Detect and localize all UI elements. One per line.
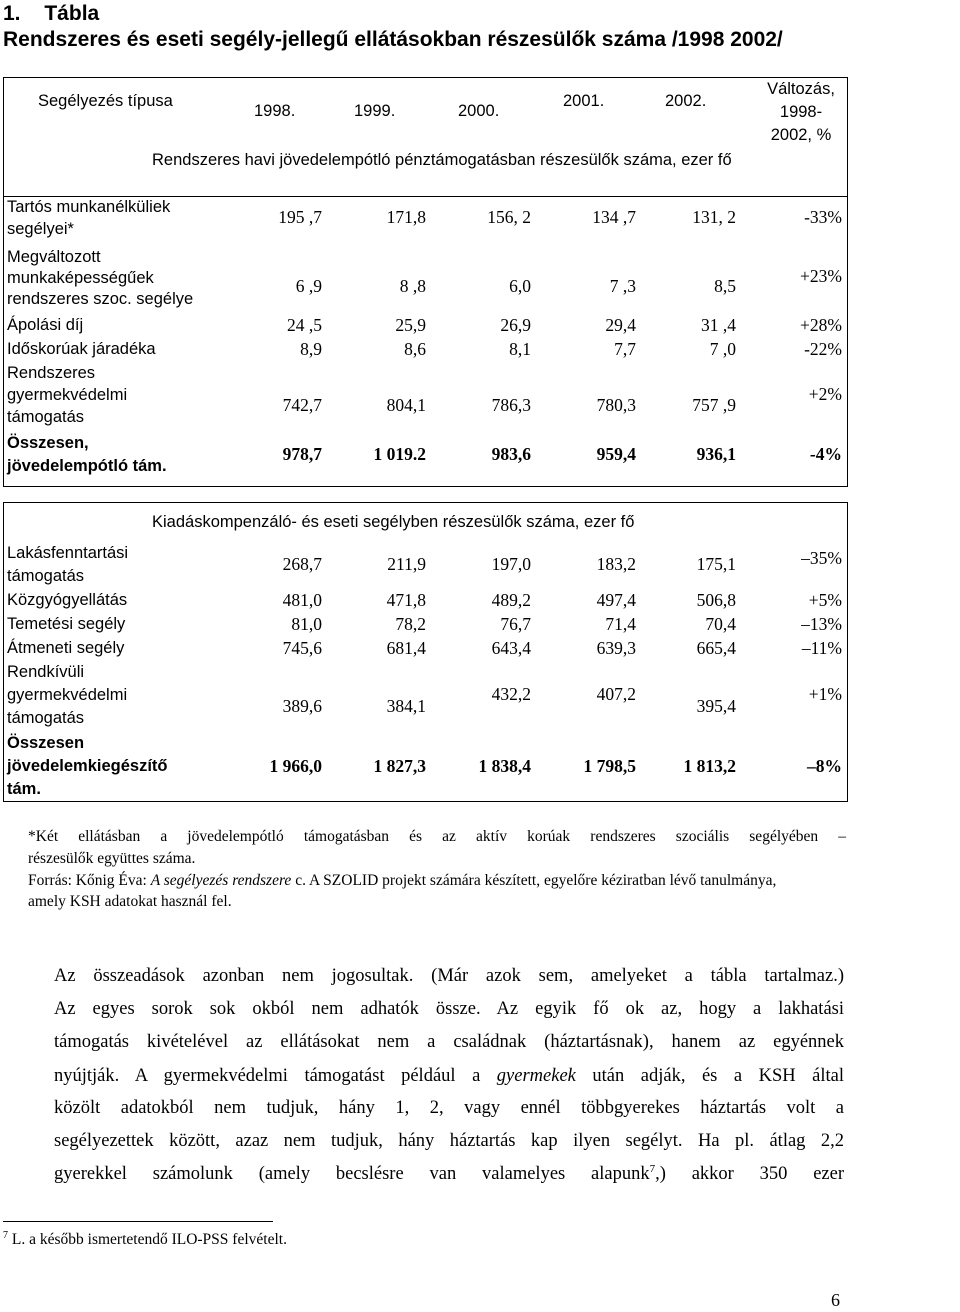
cell-2001: 780,3	[596, 395, 636, 415]
source-prefix: Forrás: Kőnig Éva:	[28, 872, 151, 889]
asterisk-note-line2: részesülők együttes száma.	[28, 850, 196, 867]
body-line-4-italic: gyermekek	[496, 1066, 576, 1086]
row-label-line: rendszeres szoc. segélye	[7, 290, 194, 308]
change-dash: –	[801, 638, 811, 658]
cell-2001: 7 ,3	[609, 276, 636, 296]
cell-2000: 156, 2	[487, 207, 531, 227]
cell-2002: 31 ,4	[701, 315, 736, 335]
row-label-line: Megváltozott	[7, 248, 101, 266]
cell-1999: 78,2	[395, 614, 426, 634]
section1-title: Rendszeres havi jövedelempótló pénztámogatásban részesülők száma, ezer fő	[152, 151, 732, 169]
cell-2002: 665,4	[696, 638, 736, 658]
cell-1998: 1 966,0	[269, 756, 322, 776]
col-header-2000: 2000.	[458, 102, 500, 120]
cell-2002: 7 ,0	[709, 339, 736, 359]
table-top-border	[4, 77, 847, 78]
body-line-4-b: után adják, és a KSH által	[575, 1066, 844, 1086]
source-rest: c. A SZOLID projekt számára készített, egyelőre kéziratban lévő tanulmánya,	[291, 872, 777, 889]
cell-2002: 395,4	[696, 696, 736, 716]
row-label-line: gyermekvédelmi	[7, 386, 128, 404]
cell-change: +23%	[800, 266, 842, 286]
row-label-line: Összesen	[7, 734, 85, 752]
col-header-change	[756, 78, 846, 147]
cell-2002: 175,1	[696, 554, 736, 574]
cell-1998: 8,9	[300, 339, 322, 359]
cell-change	[754, 548, 842, 569]
asterisk-note-line1: *Két ellátásban a jövedelempótló támogatásban és az aktív korúak rendszeres szociális segélyében –	[28, 828, 846, 845]
cell-1999: 25,9	[395, 315, 426, 335]
table-top-border	[4, 502, 847, 503]
cell-2001: 71,4	[605, 614, 636, 634]
cell-1999: 681,4	[386, 638, 426, 658]
body-line-2: Az egyes sorok sok okból nem adhatók össze. Az egyik fő ok az, hogy a lakhatási	[54, 999, 844, 1019]
body-line-4	[54, 1066, 844, 1087]
cell-1999: 471,8	[386, 590, 426, 610]
cell-1999: 171,8	[386, 207, 426, 227]
cell-2000: 76,7	[500, 614, 531, 634]
table-section-2	[3, 502, 848, 802]
col-header-2002: 2002.	[665, 92, 707, 110]
cell-change: +2%	[808, 384, 842, 404]
table-heading	[3, 2, 99, 26]
body-line-7	[54, 1163, 844, 1185]
cell-2002: 131, 2	[692, 207, 736, 227]
cell-2001: 183,2	[596, 554, 636, 574]
body-line-1: Az összeadások azonban nem jogosultak. (Már azok sem, amelyeket a tábla tartalmaz.)	[54, 966, 844, 986]
cell-1999: 384,1	[386, 696, 426, 716]
cell-2000: 1 838,4	[478, 756, 531, 776]
change-value: 13%	[809, 614, 842, 634]
source-note-line2: amely KSH adatokat használ fel.	[28, 893, 232, 910]
row-label-line: Temetési segély	[7, 615, 126, 633]
cell-2000: 786,3	[491, 395, 531, 415]
cell-2000: 983,6	[491, 444, 531, 464]
body-line-7-a: gyerekkel számolunk (amely becslésre van valamelyes alapunk	[54, 1164, 650, 1185]
change-value: 35%	[809, 548, 842, 568]
col-header-1998: 1998.	[254, 102, 296, 120]
cell-1999: 211,9	[387, 554, 426, 574]
table-bottom-border	[4, 801, 847, 802]
table-bottom-border	[4, 486, 847, 487]
cell-change: +28%	[800, 315, 842, 335]
change-dash: –	[801, 548, 810, 568]
cell-2002: 8,5	[714, 276, 736, 296]
cell-1998: 481,0	[282, 590, 322, 610]
cell-2001: 639,3	[596, 638, 636, 658]
row-label-line: Összesen,	[7, 434, 89, 452]
row-label-line: gyermekvédelmi	[7, 686, 128, 704]
row-label-line: Időskorúak járadéka	[7, 340, 156, 358]
footnote-number: 7	[3, 1230, 8, 1241]
cell-1999: 1 827,3	[373, 756, 426, 776]
cell-2000: 8,1	[509, 339, 531, 359]
cell-1998: 24 ,5	[287, 315, 322, 335]
cell-1999: 8 ,8	[399, 276, 426, 296]
cell-2002: 1 813,2	[683, 756, 736, 776]
cell-2002: 757 ,9	[692, 395, 736, 415]
cell-1998: 268,7	[282, 554, 322, 574]
cell-1998: 745,6	[282, 638, 322, 658]
cell-2002: 936,1	[696, 444, 736, 464]
row-label-line: munkaképességűek	[7, 269, 154, 287]
cell-1999: 8,6	[404, 339, 426, 359]
cell-2001: 959,4	[596, 444, 636, 464]
row-label-line: támogatás	[7, 408, 85, 426]
cell-change: -22%	[804, 339, 842, 359]
col-header-1999: 1999.	[354, 102, 396, 120]
body-line-4-a: nyújtják. A gyermekvédelmi támogatást például a	[54, 1066, 497, 1086]
body-line-6: segélyezettek között, azaz nem tudjuk, hány háztartás kap ilyen segélyt. Ha pl. átlag 2,2	[54, 1131, 844, 1151]
cell-2000: 26,9	[500, 315, 531, 335]
row-label-line: Ápolási díj	[7, 316, 84, 334]
row-label-line: támogatás	[7, 567, 85, 585]
footnote	[3, 1230, 287, 1249]
row-label-line: Lakásfenntartási	[7, 544, 129, 562]
row-label-line: Tartós munkanélküliek	[7, 198, 171, 216]
cell-1998: 81,0	[291, 614, 322, 634]
cell-2002: 506,8	[696, 590, 736, 610]
cell-change	[754, 614, 842, 635]
row-label-line: jövedelempótló tám.	[7, 457, 167, 475]
change-header-line2: 1998-	[779, 103, 823, 121]
cell-1999: 804,1	[386, 395, 426, 415]
row-label-line: Rendkívüli	[7, 663, 85, 681]
row-label-line: Közgyógyellátás	[7, 591, 128, 609]
cell-change: +5%	[808, 590, 842, 610]
cell-2001: 1 798,5	[583, 756, 636, 776]
cell-2001: 407,2	[596, 684, 636, 704]
cell-1998: 742,7	[282, 395, 322, 415]
row-label-line: tám.	[7, 780, 41, 798]
cell-change	[754, 638, 842, 659]
footnote-ref[interactable]: 7	[649, 1163, 656, 1175]
source-title: A segélyezés rendszere	[150, 872, 292, 889]
cell-2000: 432,2	[491, 684, 531, 704]
page-number: 6	[831, 1290, 840, 1310]
cell-2000: 489,2	[491, 590, 531, 610]
change-value: 8%	[815, 756, 842, 776]
cell-1998: 195 ,7	[278, 207, 322, 227]
cell-change: +1%	[808, 684, 842, 704]
source-note	[28, 872, 958, 890]
section2-title: Kiadáskompenzáló- és eseti segélyben részesülők száma, ezer fő	[152, 513, 635, 531]
col-header-2001: 2001.	[563, 92, 605, 110]
body-line-5: közölt adatokból nem tudjuk, hány 1, 2, vagy ennél többgyerekes háztartás volt a	[54, 1098, 844, 1118]
row-label-line: Rendszeres	[7, 364, 96, 382]
change-header-line3: 2002, %	[770, 126, 832, 144]
row-label-line: jövedelemkiegészítő	[7, 757, 168, 775]
table-subtitle: Rendszeres és eseti segély-jellegű ellátásokban részesülők száma /1998 2002/	[3, 28, 783, 51]
col-header-type: Segélyezés típusa	[38, 92, 173, 110]
footnote-text: L. a később ismertetendő ILO-PSS felvételt.	[8, 1231, 287, 1249]
cell-1998: 978,7	[282, 444, 322, 464]
cell-2002: 70,4	[705, 614, 736, 634]
row-label-line: segélyei*	[7, 220, 74, 238]
cell-2001: 497,4	[596, 590, 636, 610]
cell-change	[754, 756, 842, 777]
table-section-1	[3, 77, 848, 487]
cell-1998: 6 ,9	[295, 276, 322, 296]
heading-title: Tábla	[44, 2, 100, 25]
cell-2000: 643,4	[491, 638, 531, 658]
change-dash: –	[807, 756, 816, 776]
cell-2000: 6,0	[509, 276, 531, 296]
heading-number: 1.	[3, 2, 21, 25]
cell-2001: 134 ,7	[592, 207, 636, 227]
cell-change: -4%	[809, 444, 842, 464]
cell-change: -33%	[804, 207, 842, 227]
change-header-line1: Változás,	[767, 80, 835, 98]
cell-1998: 389,6	[282, 696, 322, 716]
cell-2000: 197,0	[491, 554, 531, 574]
cell-2001: 7,7	[614, 339, 636, 359]
row-label-line: támogatás	[7, 709, 85, 727]
footnote-separator	[3, 1221, 273, 1222]
change-dash: –	[801, 614, 810, 634]
body-line-7-b: ,) akkor 350 ezer	[655, 1164, 844, 1185]
body-line-3: támogatás kivételével az ellátásokat nem a családnak (háztartásnak), hanem az egyénnek	[54, 1032, 844, 1052]
cell-2001: 29,4	[605, 315, 636, 335]
change-value: 11%	[810, 638, 842, 658]
cell-1999: 1 019.2	[373, 444, 426, 464]
row-label-line: Átmeneti segély	[7, 639, 125, 657]
